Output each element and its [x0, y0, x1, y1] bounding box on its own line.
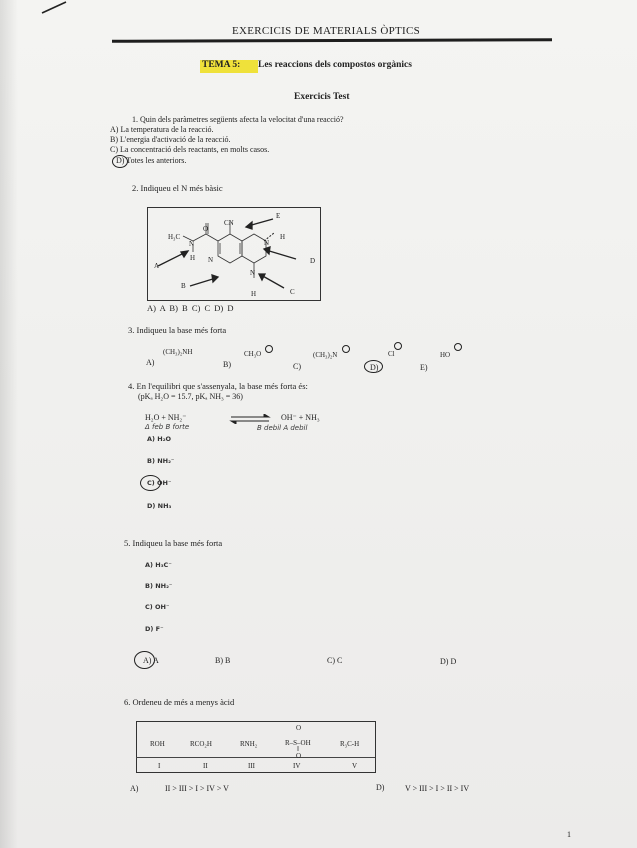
q5-row-c: C) C: [327, 656, 343, 665]
q1-option-b: B) L'energia d'activació de la reacció.: [110, 135, 231, 144]
q5-option-c: C) OH⁻: [145, 603, 170, 611]
q6-sulfonic-bottom: O: [296, 752, 302, 760]
paper-shadow: [0, 0, 18, 848]
q2-label-cn: CN: [224, 219, 234, 227]
q3-e-charge: [454, 343, 462, 351]
q2-label-e: E: [276, 212, 281, 220]
q3-d-formula: Cl: [388, 350, 395, 358]
q6-question: 6. Ordeneu de més a menys àcid: [124, 697, 235, 707]
q2-label-n2: N: [264, 239, 270, 247]
q3-c-formula: (CH₃)₂N: [313, 351, 338, 359]
q6-number-5: V: [352, 762, 358, 770]
q3-b-label: B): [223, 360, 231, 369]
q4-option-d: D) NH₃: [147, 502, 172, 510]
q4-eq-left: H₂O + NH₂⁻: [145, 413, 187, 422]
q2-label-c: C: [290, 288, 295, 296]
q5-option-d: D) F⁻: [145, 625, 164, 633]
q3-answer-circle: [364, 360, 383, 373]
page-header-title: EXERCICIS DE MATERIALS ÒPTICS: [232, 25, 421, 37]
q6-number-1: I: [158, 762, 161, 770]
q4-option-c: C) OH⁻: [147, 479, 172, 487]
q3-question: 3. Indiqueu la base més forta: [128, 325, 227, 335]
q2-label-a: A: [154, 262, 160, 270]
q6-d-label: D): [376, 783, 385, 792]
q6-header-rnh2: RNH₂: [240, 740, 258, 748]
q6-d-order: V > III > I > II > IV: [405, 784, 470, 793]
q3-a-formula: (CH₃)₂NH: [163, 348, 193, 356]
q6-number-3: III: [248, 762, 255, 770]
q2-label-h3: H: [251, 290, 257, 298]
q4-answer-circle: [140, 475, 161, 491]
q3-b-formula: CH₃O: [244, 350, 262, 358]
q2-question: 2. Indiqueu el N més bàsic: [132, 183, 223, 193]
q6-sulfonic-mid: ‖: [297, 745, 299, 753]
q3-e-formula: HO: [440, 351, 451, 359]
q6-number-4: IV: [293, 762, 301, 770]
q5-row-b: B) B: [215, 656, 231, 665]
q1-option-d: D) Totes les anteriors.: [116, 156, 187, 165]
q1-question: 1. Quin dels paràmetres següents afecta la velocitat d'una reacció?: [132, 115, 344, 124]
q6-a-label: A): [130, 784, 139, 793]
q6-table-divider: [136, 757, 375, 758]
pencil-mark: [40, 0, 68, 14]
q1-option-c: C) La concentració dels reactants, en molts casos.: [110, 145, 270, 154]
q3-c-label: C): [293, 362, 301, 371]
q1-option-a: A) La temperatura de la reacció.: [110, 125, 214, 134]
q5-row-a: A) A: [143, 656, 159, 665]
q6-header-sulfonic: R–S–OH: [285, 739, 311, 747]
q6-header-r3ch: R₃C-H: [340, 740, 360, 748]
section-title: Exercicis Test: [294, 92, 350, 102]
equilibrium-arrow: [229, 411, 271, 421]
q6-sulfonic-top: O: [296, 724, 302, 732]
q2-label-h1: H: [190, 254, 196, 262]
q5-option-b: B) NH₂⁻: [145, 582, 173, 590]
page-number: 1: [567, 830, 571, 839]
q6-number-2: II: [203, 762, 208, 770]
q6-header-roh: ROH: [150, 740, 165, 748]
q4-handwriting-left: Δ feb B forte: [145, 423, 190, 431]
q2-options: A) A B) B C) C D) D: [147, 303, 234, 313]
q5-row-d: D) D: [440, 657, 457, 666]
q2-label-n4: N: [250, 269, 256, 277]
q2-label-b: B: [181, 282, 186, 290]
topic-text: Les reaccions dels compostos orgànics: [258, 60, 412, 70]
q4-option-b: B) NH₂⁻: [147, 457, 175, 465]
q5-question: 5. Indiqueu la base més forta: [124, 538, 223, 548]
q2-molecule-structure: [148, 208, 320, 300]
q2-label-d: D: [310, 257, 316, 265]
topic-label: TEMA 5:: [202, 60, 241, 70]
q6-header-rco2h: RCO₂H: [190, 740, 212, 748]
q2-molecule-box: [147, 207, 321, 301]
q2-label-n1: N: [189, 240, 195, 248]
q3-d-charge: [394, 342, 402, 350]
q2-label-h2: H: [280, 233, 286, 241]
q4-question: 4. En l'equilibri que s'assenyala, la base més forta és:: [128, 381, 308, 391]
q3-c-charge: [342, 345, 350, 353]
q5-option-a: A) H₃C⁻: [145, 561, 172, 569]
q6-a-order: II > III > I > IV > V: [165, 784, 229, 793]
q3-e-label: E): [420, 363, 428, 372]
q3-d-label: D): [370, 363, 379, 372]
q2-label-o: O: [203, 225, 209, 233]
q2-label-h3c: H₃C: [168, 233, 181, 241]
q3-a-label: A): [146, 358, 155, 367]
q1-answer-circle: [112, 155, 128, 168]
q4-eq-right: OH⁻ + NH₃: [281, 413, 320, 422]
q4-option-a: A) H₂O: [147, 435, 172, 443]
q4-handwriting-right: B debil A debil: [257, 424, 308, 432]
q3-b-charge: [265, 345, 273, 353]
q5-answer-circle: [134, 651, 155, 669]
q4-data: (pKₐ H₂O = 15.7, pKₐ NH₃ = 36): [138, 392, 243, 401]
q2-label-n3: N: [208, 256, 214, 264]
